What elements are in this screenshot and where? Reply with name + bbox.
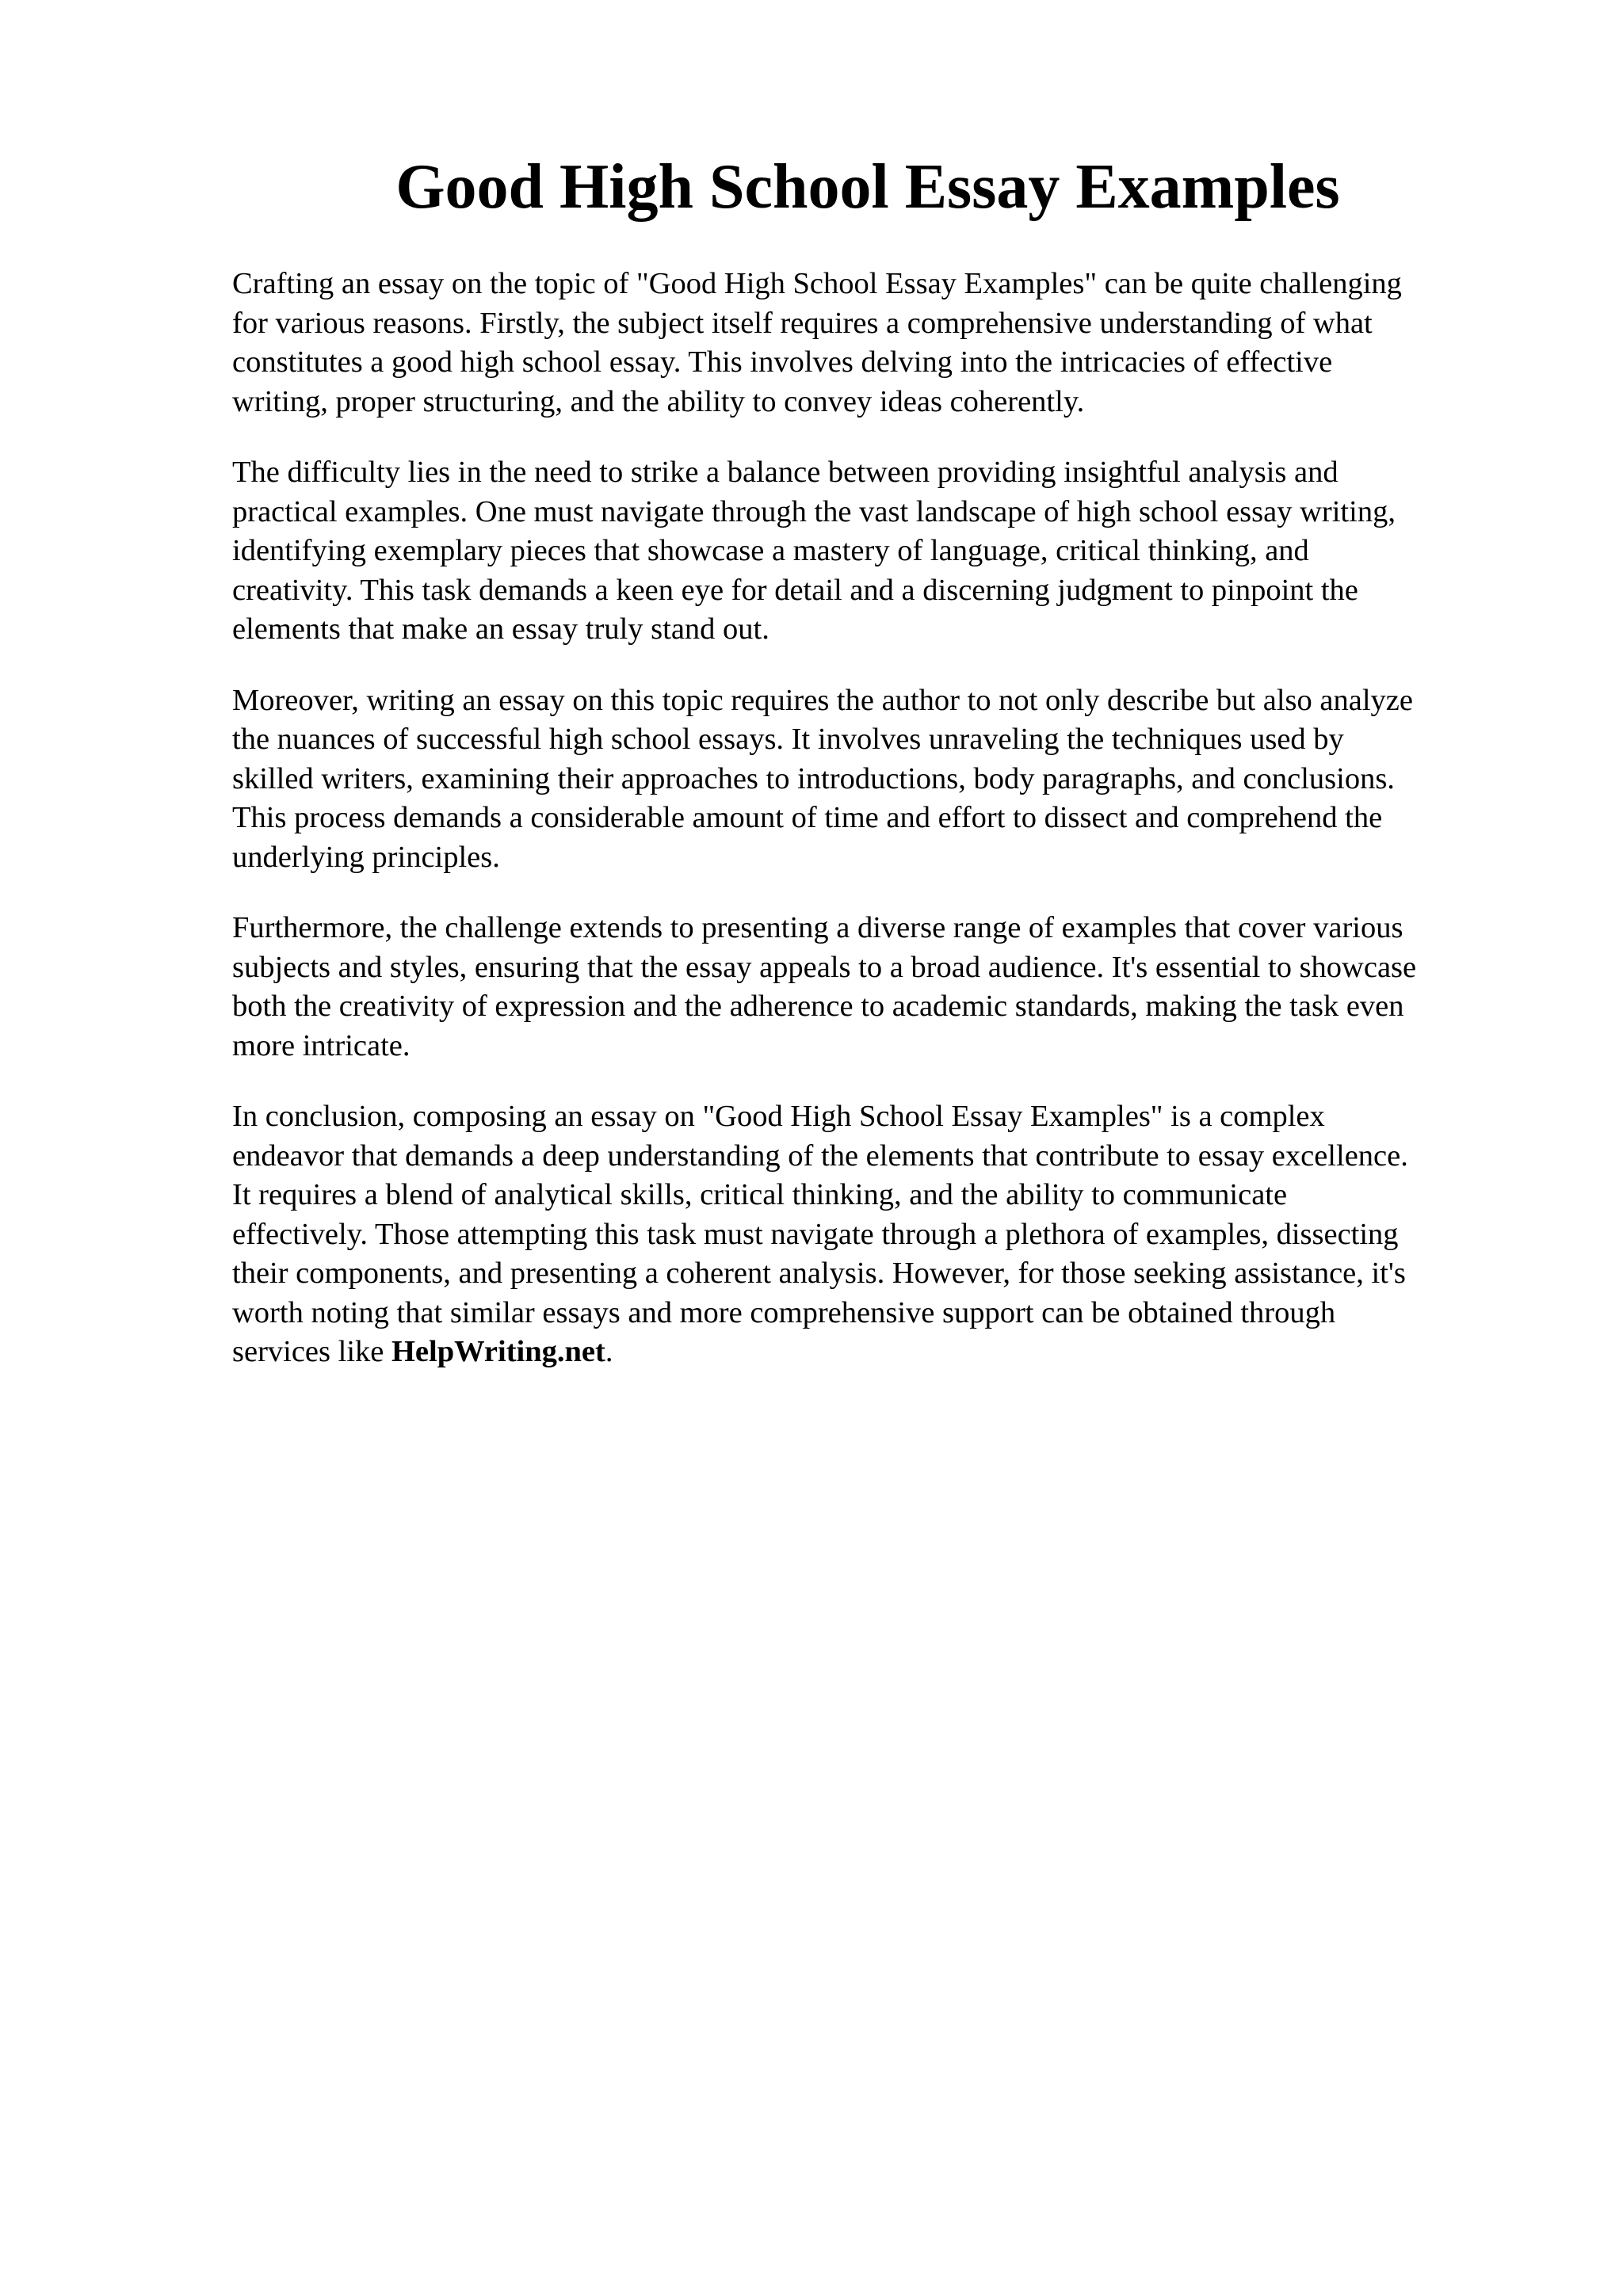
- paragraph-5: [232, 1097, 1516, 1372]
- text-line: This process demands a considerable amount of time and effort to dissect and comprehend the: [232, 801, 1383, 834]
- text-line: underlying principles.: [232, 840, 500, 874]
- paragraph-1: [232, 265, 1516, 421]
- text-line: Crafting an essay on the topic of "Good High School Essay Examples" can be quite challenging: [232, 267, 1402, 300]
- text-line: the nuances of successful high school essays. It involves unraveling the techniques used by: [232, 723, 1344, 756]
- paragraph-2: [232, 453, 1516, 650]
- paragraph-4: [232, 909, 1516, 1066]
- last-text-line: [232, 1333, 1516, 1372]
- text-line: worth noting that similar essays and more comprehensive support can be obtained through: [232, 1295, 1336, 1329]
- text-line: identifying exemplary pieces that showcase a mastery of language, critical thinking, and: [232, 534, 1309, 567]
- text-line: both the creativity of expression and the adherence to academic standards, making the task even: [232, 990, 1404, 1023]
- sentence-period: .: [605, 1335, 613, 1368]
- text-line: skilled writers, examining their approaches to introductions, body paragraphs, and conclusions.: [232, 761, 1395, 795]
- paragraph-3: [232, 681, 1516, 878]
- text-line: practical examples. One must navigate through the vast landscape of high school essay writing,: [232, 494, 1396, 528]
- document-title: Good High School Essay Examples: [395, 152, 1340, 222]
- text-line: Furthermore, the challenge extends to presenting a diverse range of examples that cover various: [232, 911, 1403, 944]
- document-body: [232, 265, 1516, 1404]
- text-line: It requires a blend of analytical skills, critical thinking, and the ability to communicate: [232, 1178, 1288, 1211]
- text-line: for various reasons. Firstly, the subject itself requires a comprehensive understanding of what: [232, 306, 1373, 340]
- text-line: writing, proper structuring, and the ability to convey ideas coherently.: [232, 384, 1085, 418]
- text-line: effectively. Those attempting this task must navigate through a plethora of examples, dissecting: [232, 1217, 1399, 1251]
- text-line: elements that make an essay truly stand out.: [232, 612, 769, 646]
- services-prefix-text: services like: [232, 1335, 391, 1368]
- helpwriting-brand-link[interactable]: HelpWriting.net: [391, 1335, 605, 1368]
- text-line: The difficulty lies in the need to strike a balance between providing insightful analysis and: [232, 456, 1338, 489]
- text-line: Moreover, writing an essay on this topic requires the author to not only describe but also analyze: [232, 683, 1413, 717]
- text-line: more intricate.: [232, 1028, 411, 1062]
- text-line: endeavor that demands a deep understanding of the elements that contribute to essay excellence.: [232, 1138, 1408, 1173]
- text-line: In conclusion, composing an essay on "Good High School Essay Examples" is a complex: [232, 1100, 1325, 1133]
- text-line: subjects and styles, ensuring that the essay appeals to a broad audience. It's essential to showcase: [232, 950, 1417, 984]
- text-line: constitutes a good high school essay. This involves delving into the intricacies of effective: [232, 345, 1333, 379]
- text-line: creativity. This task demands a keen eye for detail and a discerning judgment to pinpoint the: [232, 573, 1358, 607]
- text-line: their components, and presenting a coherent analysis. However, for those seeking assistance, it's: [232, 1257, 1406, 1290]
